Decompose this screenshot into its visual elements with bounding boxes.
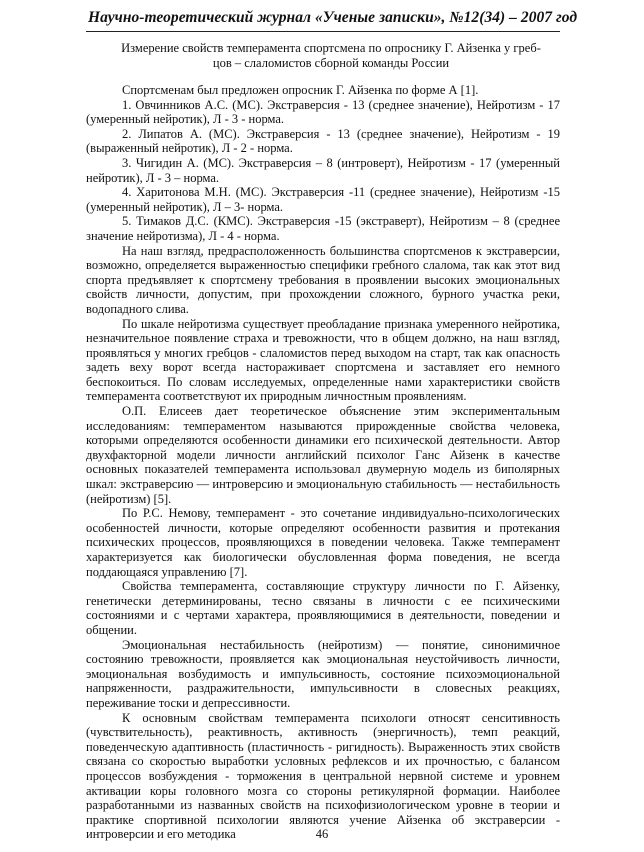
paragraph-instability: Эмоциональная нестабильность (нейротизм) — понятие, синонимичное состоянию тревожности, проявляется как эмоциональная неустойчивость личности, эмоциональная возбудимость и импульсивность, состояние психоэмоциональной напряженности, раздражительности, импульсивности в словесных реакциях, переживание тоски и депрессивности. — [86, 637, 560, 710]
article-title — [110, 41, 552, 71]
journal-header: Научно-теоретический журнал «Ученые записки», №12(34) – 2007 год — [88, 9, 578, 26]
paragraph-properties: Свойства темперамента, составляющие структуру личности по Г. Айзенку, генетически детерминированы, тесно связаны в личности с ее психическими состояниями и с чертами характера, проявляющимися в деятельности, поведении и общении. — [86, 579, 560, 637]
paragraph-athlete-3: 3. Чигидин А. (МС). Экстраверсия – 8 (интроверт), Нейротизм - 17 (умеренный нейротик), Л - 3 – норма. — [86, 155, 560, 185]
article-title-line-1: Измерение свойств темперамента спортсмена по опроснику Г. Айзенка у греб- — [121, 41, 541, 55]
paragraph-athlete-1: 1. Овчинников А.С. (МС). Экстраверсия - 13 (среднее значение), Нейротизм - 17 (умеренный нейротик), Л - 3 - норма. — [86, 97, 560, 127]
paragraph-extraversion: На наш взгляд, предрасположенность большинства спортсменов к экстраверсии, возможно, определяется выраженностью специфики гребного слалома, так как этот вид спорта предъявляет к спортсмену требования в проявлении высоких эмоциональных свойств личности, допустим, при прохождении сложного, бурного участка реки, водопадного слива. — [86, 243, 560, 316]
article-title-line-2: цов – слаломистов сборной команды России — [212, 56, 450, 70]
paragraph-athlete-4: 4. Харитонова М.Н. (МС). Экстраверсия -11 (среднее значение), Нейротизм -15 (умеренный нейротик), Л – 3- норма. — [86, 185, 560, 214]
page-number: 46 — [315, 827, 329, 841]
paragraph-neuroticism: По шкале нейротизма существует преобладание признака умеренного нейротика, незначительное появление страха и тревожности, что в общем должно, на наш взгляд, проявляться у многих гребцов - слаломистов перед выходом на старт, так как опасность задеть веху ворот всегда настораживает спортсмена и заставляет его немного беспокоиться. По словам исследуемых, определенные нами характеристики свойств темперамента соответствуют их природным личностным проявлениям. — [86, 316, 560, 404]
header-divider — [86, 31, 560, 32]
paragraph-athlete-2: 2. Липатов А. (МС). Экстраверсия - 13 (среднее значение), Нейротизм - 19 (выраженный нейротик), Л - 2 - норма. — [86, 126, 560, 156]
paragraph-nemov: По Р.С. Немову, темперамент - это сочетание индивидуально-психологических особенностей личности, которые определяют особенности развития и протекания психических процессов, проявляющихся в поведении человека. Также темперамент характеризуется как биологически обусловленная форма поведения, не всегда поддающаяся управлению [7]. — [86, 506, 560, 579]
paragraph-intro: Спортсменам был предложен опросник Г. Айзенка по форме А [1]. — [122, 83, 479, 97]
article-body — [86, 83, 560, 842]
paragraph-eliseev: О.П. Елисеев дает теоретическое объяснение этим экспериментальным исследованиям: темпераментом называются прирожденные свойства человека, которыми определяются особенности динамики его психической деятельности. Автор двухфакторной модели личности английский психолог Ганс Айзенк в качестве основных показателей темперамента использовал двумерную модель из биполярных шкал: экстраверсию — интроверсию и эмоциональную стабильность — нестабильность (нейротизм) [5]. — [86, 404, 560, 506]
paragraph-athlete-5: 5. Тимаков Д.С. (КМС). Экстраверсия -15 (экстраверт), Нейротизм – 8 (среднее значение нейротизма), Л - 4 - норма. — [86, 214, 560, 243]
paragraph-basic-properties: К основным свойствам темперамента психологи относят сенситивность (чувствительность), реактивность, активность (энергичность), темп реакций, поведенческую адаптивность (пластичность - ригидность). Выраженность этих свойств связана со скоростью выработки условных рефлексов и их прочностью, с балансом процессов возбуждения - торможения в центральной нервной системе и уровнем активации коры головного мозга со стороны ретикулярной формации. Наиболее разработанными из названных свойств на психофизиологическом уровне в теории и практике спортивной психологии являются учение Айзенка об экстраверсии - интроверсии и его методика — [86, 710, 560, 842]
